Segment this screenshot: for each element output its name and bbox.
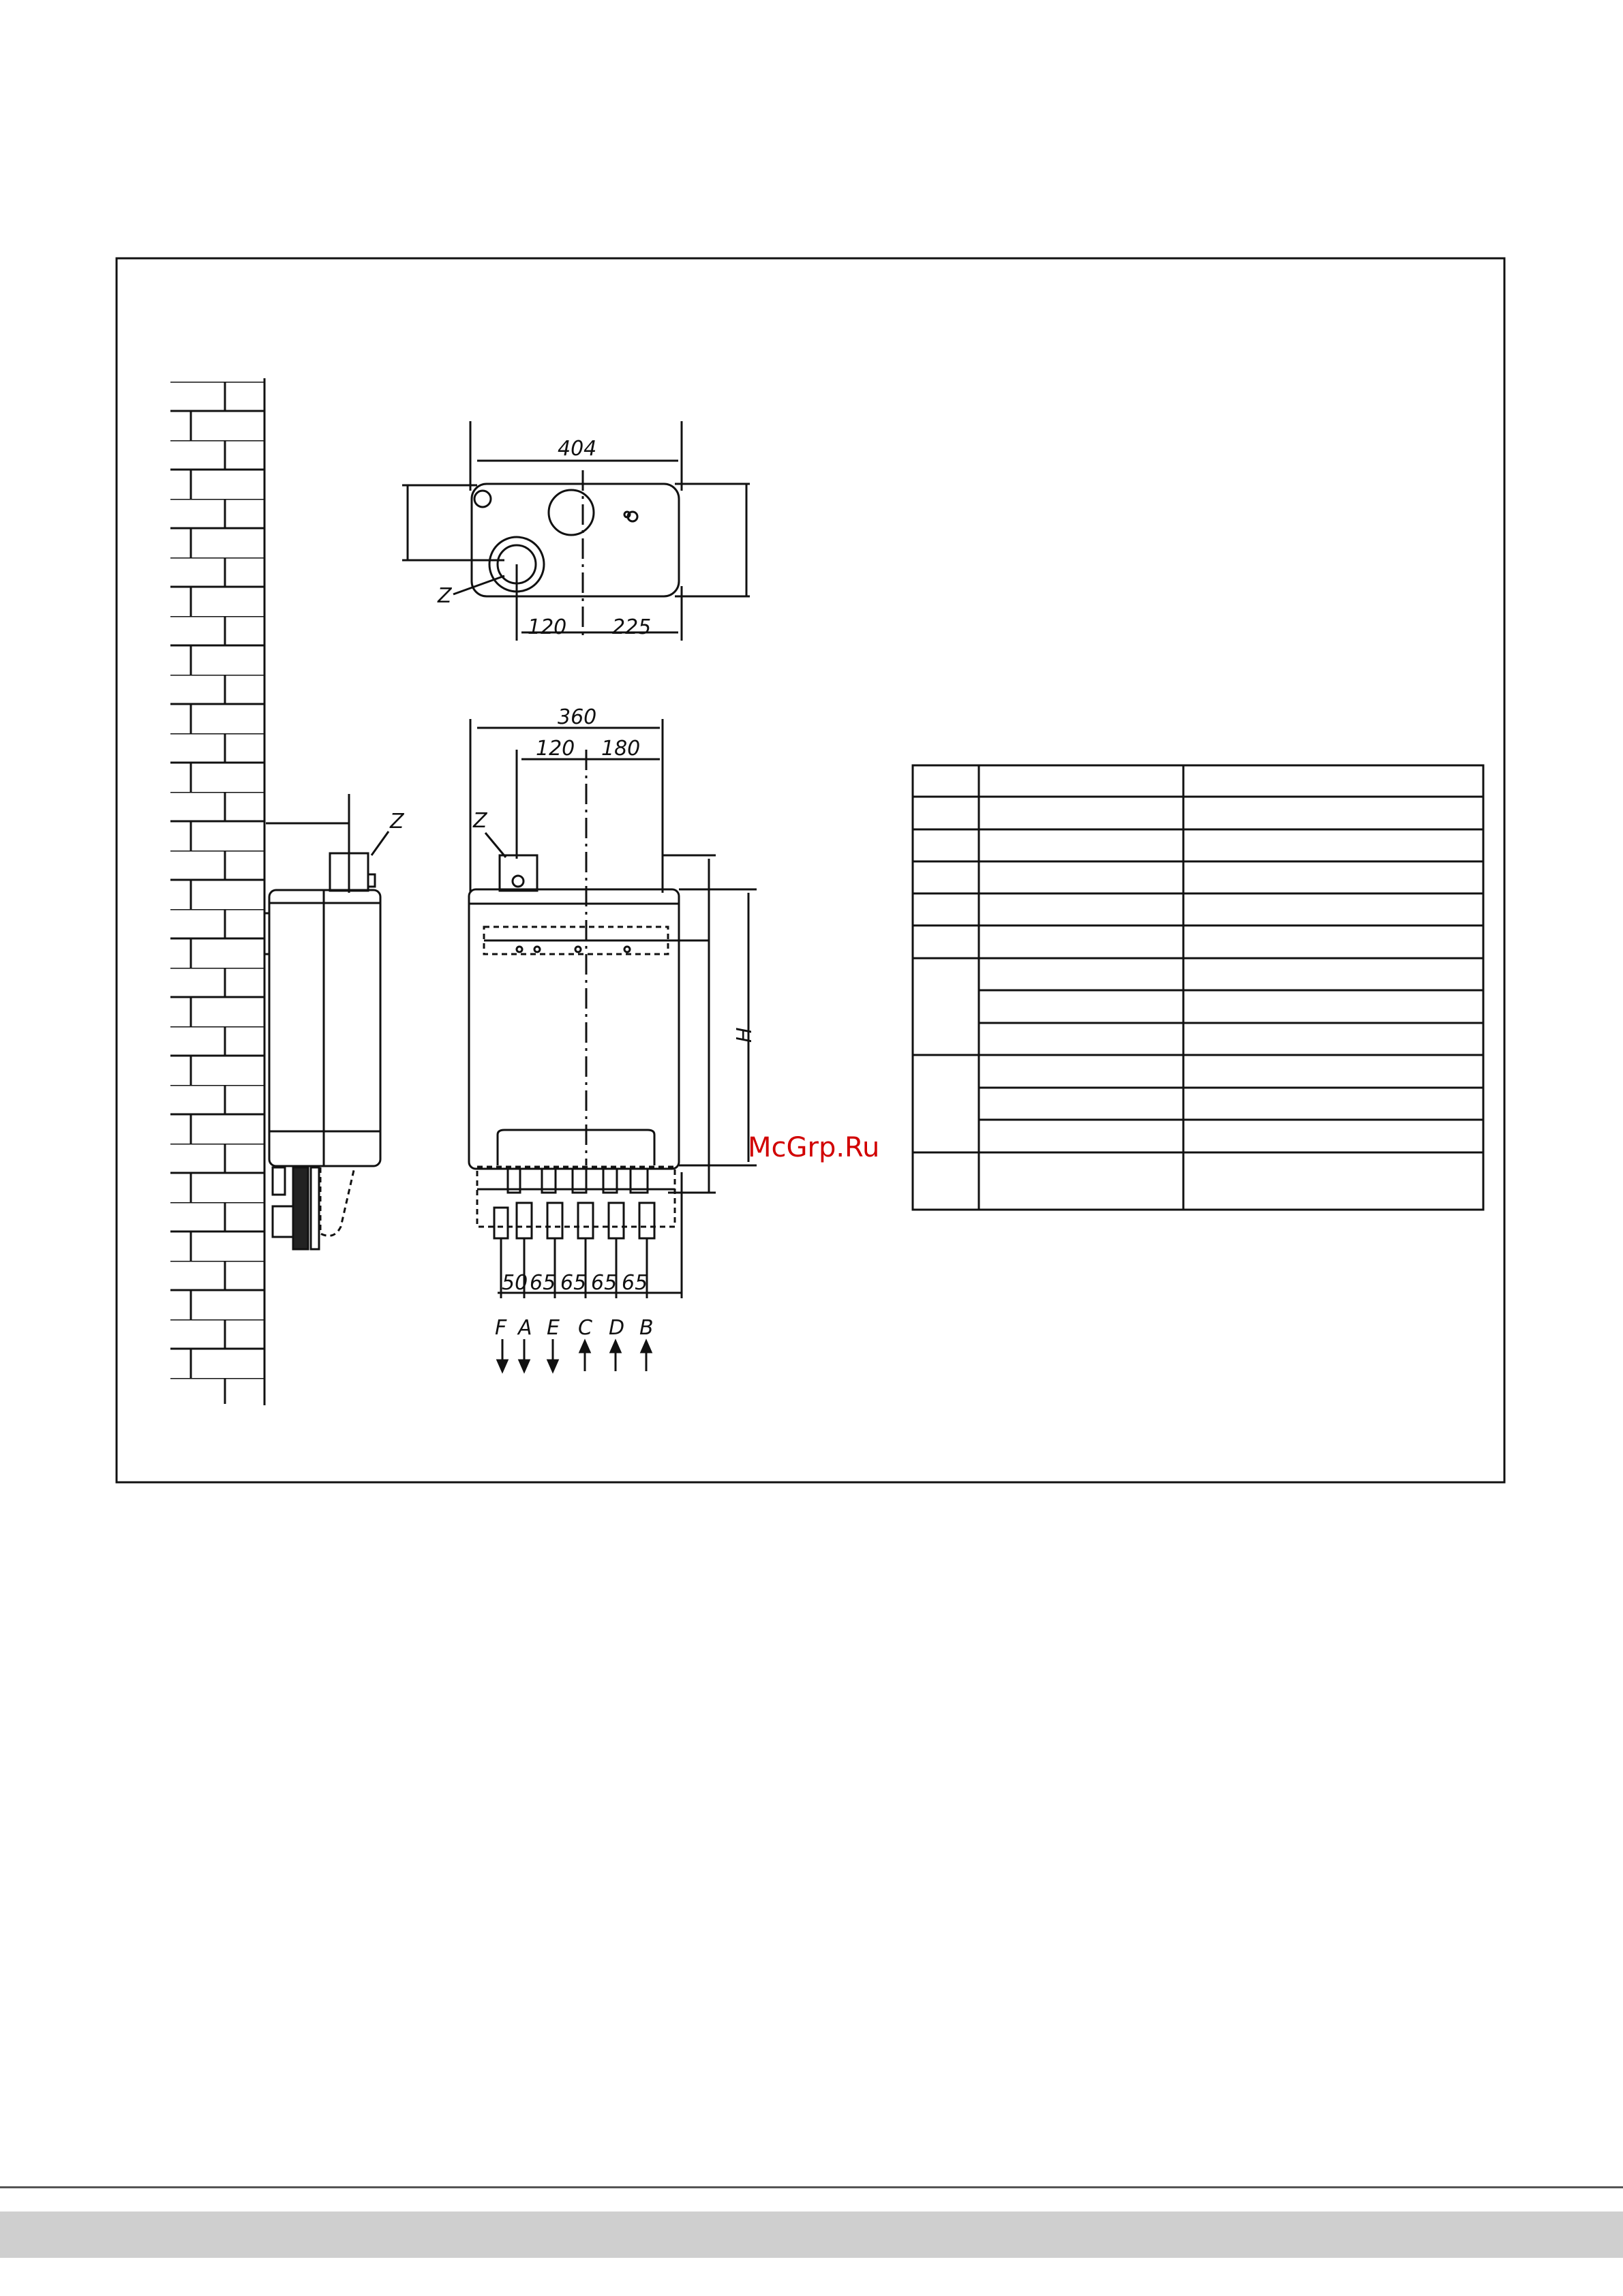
spacing-5: 65 bbox=[622, 1271, 648, 1295]
connection-label-f: F bbox=[495, 1316, 507, 1340]
spacing-2: 65 bbox=[530, 1271, 556, 1295]
top-offset-right-dim: 225 bbox=[612, 615, 652, 639]
side-view bbox=[264, 794, 380, 1249]
spec-table bbox=[913, 765, 1483, 1210]
spacing-4: 65 bbox=[591, 1271, 618, 1295]
front-offset-right-dim: 180 bbox=[601, 737, 641, 761]
connection-label-e: E bbox=[547, 1316, 560, 1340]
front-flue-label: Z bbox=[473, 809, 487, 833]
watermark: McGrp.Ru bbox=[748, 1132, 880, 1163]
connection-labels bbox=[495, 1316, 654, 1340]
connection-label-a: A bbox=[518, 1316, 532, 1340]
top-width-dim: 404 bbox=[558, 437, 597, 461]
footer-rule bbox=[0, 2186, 1623, 2188]
top-offset-left-dim: 120 bbox=[528, 615, 567, 639]
footer-band bbox=[0, 2211, 1623, 2258]
top-flue-label: Z bbox=[438, 584, 452, 608]
connection-label-c: C bbox=[578, 1316, 592, 1340]
spacing-1: 50 bbox=[502, 1271, 528, 1295]
connection-spacings bbox=[502, 1271, 648, 1295]
front-view bbox=[469, 719, 757, 1298]
front-offset-left-dim: 120 bbox=[536, 737, 575, 761]
connection-label-d: D bbox=[609, 1316, 625, 1340]
side-flue-label: Z bbox=[390, 810, 404, 833]
front-width-dim: 360 bbox=[558, 705, 597, 729]
brick-wall bbox=[170, 378, 264, 1405]
flow-arrows bbox=[498, 1339, 651, 1371]
front-height-label: H bbox=[733, 1027, 757, 1043]
drawing-frame bbox=[117, 258, 1504, 1482]
spacing-3: 65 bbox=[560, 1271, 587, 1295]
connection-label-b: B bbox=[639, 1316, 654, 1340]
